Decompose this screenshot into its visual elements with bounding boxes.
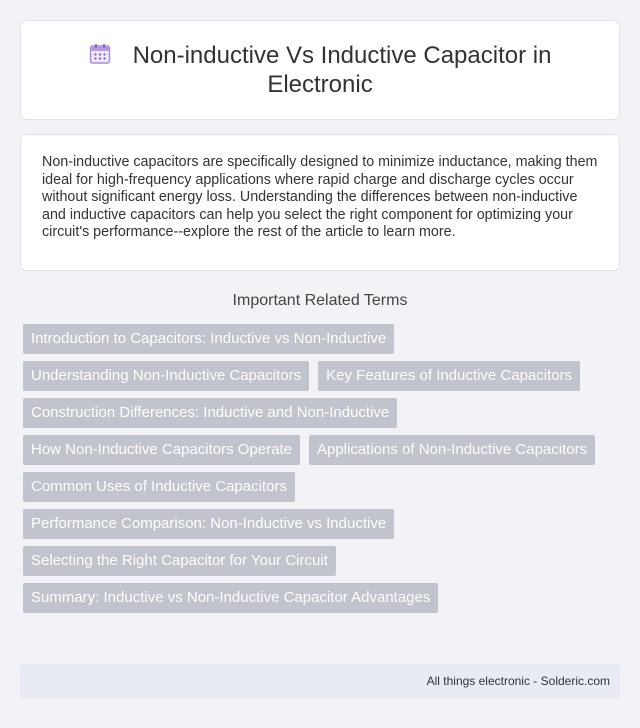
related-terms-list	[23, 324, 623, 613]
related-terms-heading: Important Related Terms	[232, 292, 408, 309]
intro-text: Non-inductive capacitors are specifically designed to minimize inductance, making them ideal for high-frequency applications where rapid charge and discharge cycles occur without significant energy loss. Understanding the differences between non-inductive and inductive capacitors can help you select the right component for optimizing your circuit's performance--explore the rest of the article to learn more.	[42, 154, 598, 241]
page-title-text: Non-inductive Vs Inductive Capacitor in Electronic	[132, 42, 552, 98]
related-term-tag[interactable]: Key Features of Inductive Capacitors	[318, 361, 580, 391]
title-card	[20, 20, 620, 120]
related-term-tag[interactable]: Applications of Non-Inductive Capacitors	[309, 435, 595, 465]
related-term-tag[interactable]: Summary: Inductive vs Non-Inductive Capacitor Advantages	[23, 583, 438, 613]
related-term-tag[interactable]: Understanding Non-Inductive Capacitors	[23, 361, 309, 391]
related-term-tag[interactable]: How Non-Inductive Capacitors Operate	[23, 435, 300, 465]
footer	[20, 664, 620, 698]
related-term-tag[interactable]: Construction Differences: Inductive and Non-Inductive	[23, 398, 397, 428]
footer-text[interactable]: All things electronic - Solderic.com	[426, 674, 610, 688]
related-term-tag[interactable]: Selecting the Right Capacitor for Your Circuit	[23, 546, 336, 576]
related-term-tag[interactable]: Common Uses of Inductive Capacitors	[23, 472, 295, 502]
intro-card	[20, 134, 620, 271]
calendar-icon	[89, 43, 111, 65]
related-term-tag[interactable]: Introduction to Capacitors: Inductive vs Non-Inductive	[23, 324, 394, 354]
related-term-tag[interactable]: Performance Comparison: Non-Inductive vs Inductive	[23, 509, 394, 539]
page-title	[61, 41, 579, 99]
